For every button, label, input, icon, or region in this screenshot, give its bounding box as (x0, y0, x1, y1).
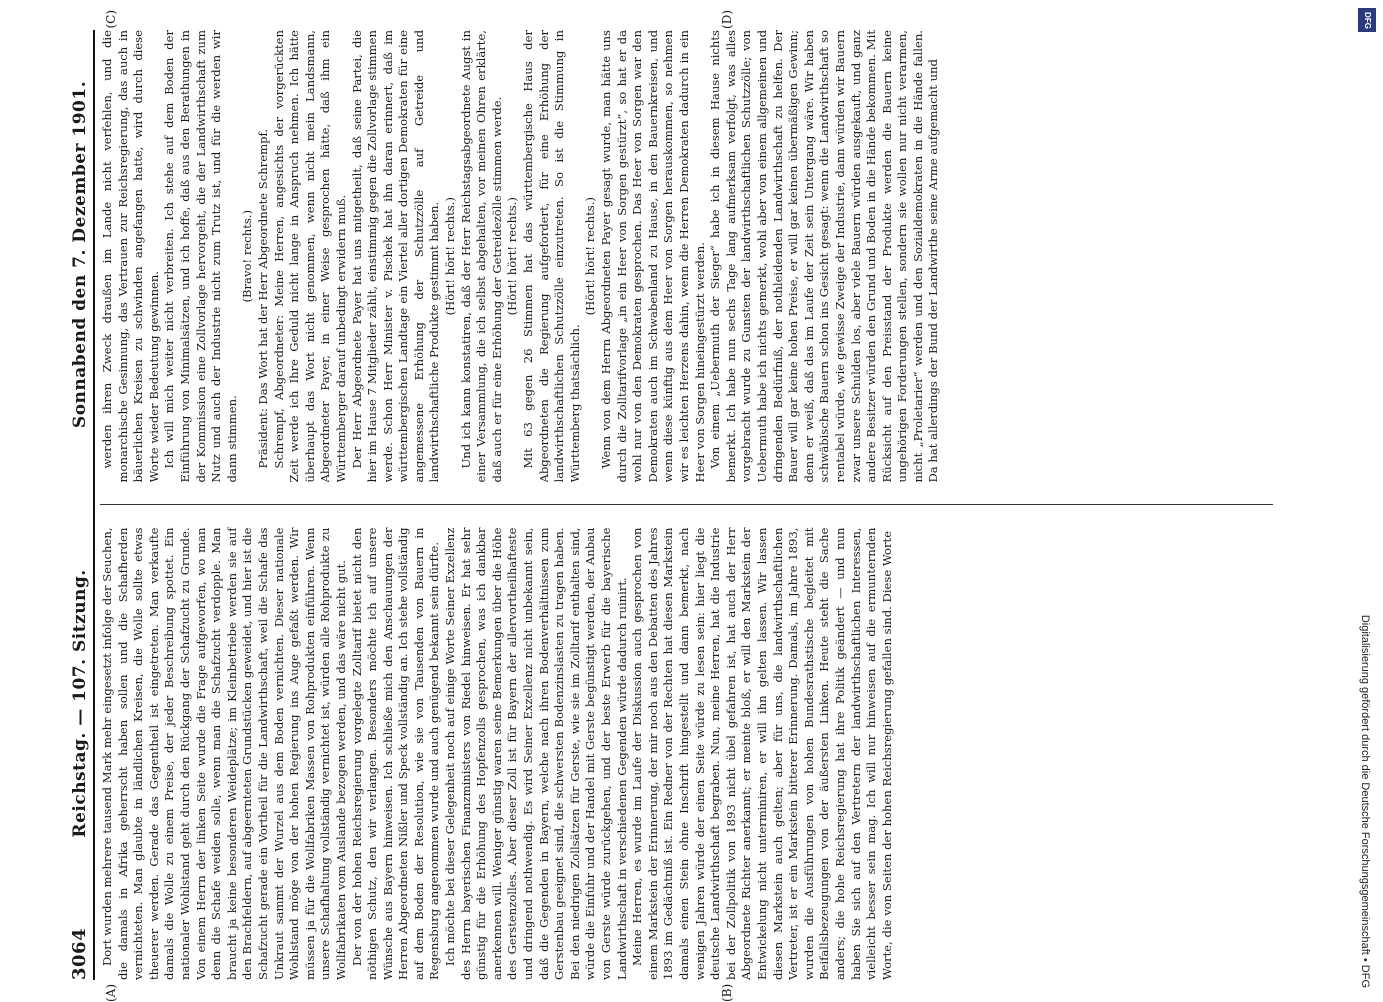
paragraph: Schrempf, Abgeordneter: Meine Herren, angesichts der vorgerückten Zeit werde ich Ihre Geduld nicht lange in Anspruch nehmen. Ich hätte überhaupt das Wort nicht genommen, wenn nicht mein Landsmann, Abgeordneter Payer, in einer Weise gesprochen hätte, daß ihm ein Württemberger darauf unbedingt erwidern muß. (271, 30, 348, 483)
page-header (50, 30, 95, 980)
margin-marker-b: (B) (720, 983, 734, 1002)
margin-marker-d: (D) (720, 10, 734, 29)
paragraph: werden ihren Zweck draußen im Lande nicht verfehlen, und die monarchische Gesinnung, das Vertrauen zur Reichsregierung, das auch in bäuerlichen Kreisen zu schwinden angefangen hatte, wird durch diese Worte wieder Bedeutung gewinnen. (100, 30, 161, 483)
right-column (100, 30, 1273, 483)
interjection: (Hört! hört! rechts.) (583, 197, 598, 316)
text-columns (100, 30, 1273, 980)
margin-marker-c: (C) (104, 10, 118, 29)
interjection: (Hört! hört! rechts.) (443, 197, 458, 316)
paragraph: Der von der hohen Reichsregierung vorgelegte Zolltarif bietet nicht den nöthigen Schutz, den wir verlangen. Besonders möchte ich auf unsere Wünsche aus Bayern hinweisen. Ich schließe mich den Anschauungen der Herren Abgeordneten Nißler und Speck vollständig an. Ich stehe vollständig auf dem Boden der Resolution, wie sie von Tausenden von Bauern in Regensburg angenommen wurde und auch genügend bekannt sein dürfte. (349, 527, 442, 980)
credit-text: Digitalisierung gefördert durch die Deutsche Forschungsgemeinschaft • DFG (1359, 614, 1371, 988)
page-number: 3064 (69, 927, 90, 980)
dfg-logo: DFG (1358, 8, 1376, 32)
digitization-credit (1356, 12, 1374, 988)
left-column (100, 528, 1273, 981)
paragraph: Der Herr Abgeordnete Payer hat uns mitgetheilt, daß seine Partei, die hier im Hause 7 Mitglieder zählt, einstimmig gegen die Zollvorlage stimmen werde. Schon Herr Minister v. Pischek hat ihn daran erinnert, daß im württembergischen Landtage ein Viertel aller dortigen Demokraten für eine angemessene Erhöhung der Schutzzölle auf Getreide und landwirthschaftliche Produkte gestimmt haben. (349, 30, 442, 483)
session-date: Sonnabend den 7. Dezember 1901. (70, 80, 90, 429)
paragraph: Und ich kann konstatiren, daß der Herr Reichstagsabgeordnete Augst in einer Versammlung, die ich selbst abgehalten, vor meinen Ohren erklärte, daß auch er für eine Erhöhung der Getreidezölle stimmen werde. (458, 30, 504, 483)
paragraph: Mit 63 gegen 26 Stimmen hat das württembergische Haus der Abgeordneten die Regierung aufgefordert, für eine Erhöhung der landwirthschaftlichen Schutzzölle einzutreten. So ist die Stimmung in Württemberg thatsächlich. (521, 30, 582, 483)
paragraph: Dort wurden mehrere tausend Mark mehr eingesetzt infolge der Seuchen, die damals in Afrika geherrscht haben sollen und die Schafherden vernichteten. Man glaubte in ländlichen Kreisen, die Wolle sollte etwas theuerer werden. Gerade das Gegentheil ist eingetreten. Man verkaufte damals die Wolle zu einem Preise, der jeder Beschreibung spottet. Ein nationaler Wohlstand geht durch den Rückgang der Schafzucht zu Grunde. Von einem Herrn der linken Seite wurde die Frage aufgeworfen, wo man denn die Schafe weiden solle, wenn man die Schafzucht verdopple. Man braucht ja keine besonderen Weideplätze; im Kleinbetriebe werden sie auf den Brachfeldern, auf abgeernteten Grundstücken geweidet, und hier ist die Schafzucht gerade ein Vortheil für die Landwirthschaft, weil die Schafe das Unkraut sammt der Wurzel aus dem Boden vernichten. Dieser nationale Wohlstand möge von der hohen Regierung ins Auge gefaßt werden. Wir müssen ja für die Wollfabriken Massen von Rohprodukten einführen. Wenn unsere Schafhaltung vollständig vernichtet ist, würden alle Rohprodukte zu Wollfabrikaten vom Auslande bezogen werden, und das wäre nicht gut. (100, 527, 348, 980)
interjection: (Hört! hört! rechts.) (505, 197, 520, 316)
paragraph: Von einem „Uebermuth der Sieger“ habe ich in diesem Hause nichts bemerkt. Ich habe nun sechs Tage lang aufmerksam verfolgt, was alles vorgebracht wurde zu Gunsten der landwirthschaftlichen Schutzzölle; von Uebermuth habe ich nichts gemerkt, wohl aber von einem allgemeinen und dringenden Bedürfniß, der nothleidenden Landwirthschaft zu helfen. Der Bauer will gar keine hohen Preise, er will gar keinen übermäßigen Gewinn; denn er weiß, daß das im Laufe der Zeit sein Untergang wäre. Wir haben schwäbische Bauern schon ins Gesicht gesagt: wenn die Landwirthschaft so rentabel würde, wie gewisse Zweige der Industrie, dann würden wir Bauern zwar unsere Schulden los, aber viele Bauern würden ausgekauft, und ganz andere Besitzer würden den Grund und Boden in die Hände bekommen. Mit Rücksicht auf den Preisstand der Produkte werden die Bauern keine ungehörigen Forderungen stellen, sondern sie wollen nur nicht verarmen, nicht „Proletarier“ werden und den Sozialdemokraten in die Hände fallen. Da hat allerdings der Bund der Landwirthe seine Arme aufgemacht und (708, 30, 941, 483)
session-title: Reichstag. — 107. Sitzung. (70, 569, 90, 838)
column-divider (100, 505, 1273, 506)
paragraph: Ich will mich weiter nicht verbreiten. Ich stehe auf dem Boden der Einführung von Minimalsätzen, und ich hoffe, daß aus den Berathungen in der Kommission eine Zollvorlage hervorgeht, die der Landwirthschaft zum Nutz und auch der Industrie nicht zum Trutz ist, und für die werden wir dann stimmen. (162, 30, 239, 483)
paragraph: Meine Herren, es wurde im Laufe der Diskussion auch gesprochen von einem Markstein der Erinnerung, der mir noch aus den Debatten des Jahres 1893 im Gedächtniß ist. Ein Redner von der Rechten hat diesen Markstein damals einen Stein ohne Inschrift hingestellt und dann bemerkt, nach wenigen Jahren würde der einen Seite würde zu lesen sein: hier liegt die deutsche Landwirthschaft begraben. Nun, meine Herren, hat die Industrie bei der Zollpolitik von 1893 nicht übel gefahren ist, hat auch der Herr Abgeordnete Richter anerkannt; er meinte bloß, er will den Markstein der Entwickelung nicht unterminiren, er will ihn gelten lassen. Wir lassen diesen Markstein auch gelten; aber für uns, die landwirthschaftlichen Vertreter, ist er ein Markstein bitterer Erinnerung. Damals, im Jahre 1893, wurden die Ausführungen von hohen Bundesrathstische begleitet mit Beifallsbezeugungen von der äußersten Linken. Heute steht die Sache anders; die hohe Reichsregierung hat ihre Politik geändert — und nun haben Sie sich auf den Vertretern der landwirthschaftlichen Interessen, vielleicht besser sein mag. Ich will nur hinweisen auf die ermunternden Worte, die von Seiten der hohen Reichsregierung gefallen sind. Diese Worte (630, 527, 894, 980)
margin-marker-a: (A) (104, 983, 118, 1002)
interjection: (Bravo! rechts.) (240, 209, 255, 303)
paragraph: Ich möchte bei dieser Gelegenheit noch auf einige Worte Seiner Exzellenz des Herrn bayerischen Finanzministers von Riedel hinweisen. Er hat sehr günstig für die Erhöhung des Hopfenzolls gesprochen, was ich dankbar anerkennen will. Weniger günstig waren seine Bemerkungen über die Höhe des Gerstenzolles. Aber dieser Zoll ist für Bayern der allervortheilhafteste und dringend nothwendig. Es wird Seiner Exzellenz nicht unbekannt sein, daß die Gegenden in Bayern, welche nach ihren Bodenverhältnissen zum Gerstenbau geeignet sind, die schwersten Bodenzinslasten zu tragen haben. Bei den niedrigen Zollsätzen für Gerste, wie sie im Zolltarif enthalten sind, würde die Einfuhr und der Handel mit Gerste begünstigt werden, der Anbau von Gerste würde zurückgehen, und der beste Erwerb für die bayerische Landwirthschaft in verschiedenen Gegenden würde dadurch ruinirt. (443, 527, 629, 980)
paragraph: Wenn von dem Herrn Abgeordneten Payer gesagt wurde, man hätte uns durch die Zolltarifvorlage „in ein Heer von Sorgen gestürzt“, so hat er da wohl nur von den Demokraten gesprochen. Das Heer von Sorgen war den Demokraten auch im Schwabenland zu Hause, in den Bauernkreisen, und wenn diese künftig aus dem Heer von Sorgen herauskommen, so nehmen wir es leichten Herzens dahin, wenn die Herren Demokraten dadurch in ein Heer von Sorgen hineingestürzt werden. (599, 30, 707, 483)
paragraph: Präsident: Das Wort hat der Herr Abgeordnete Schrempf. (255, 128, 270, 469)
